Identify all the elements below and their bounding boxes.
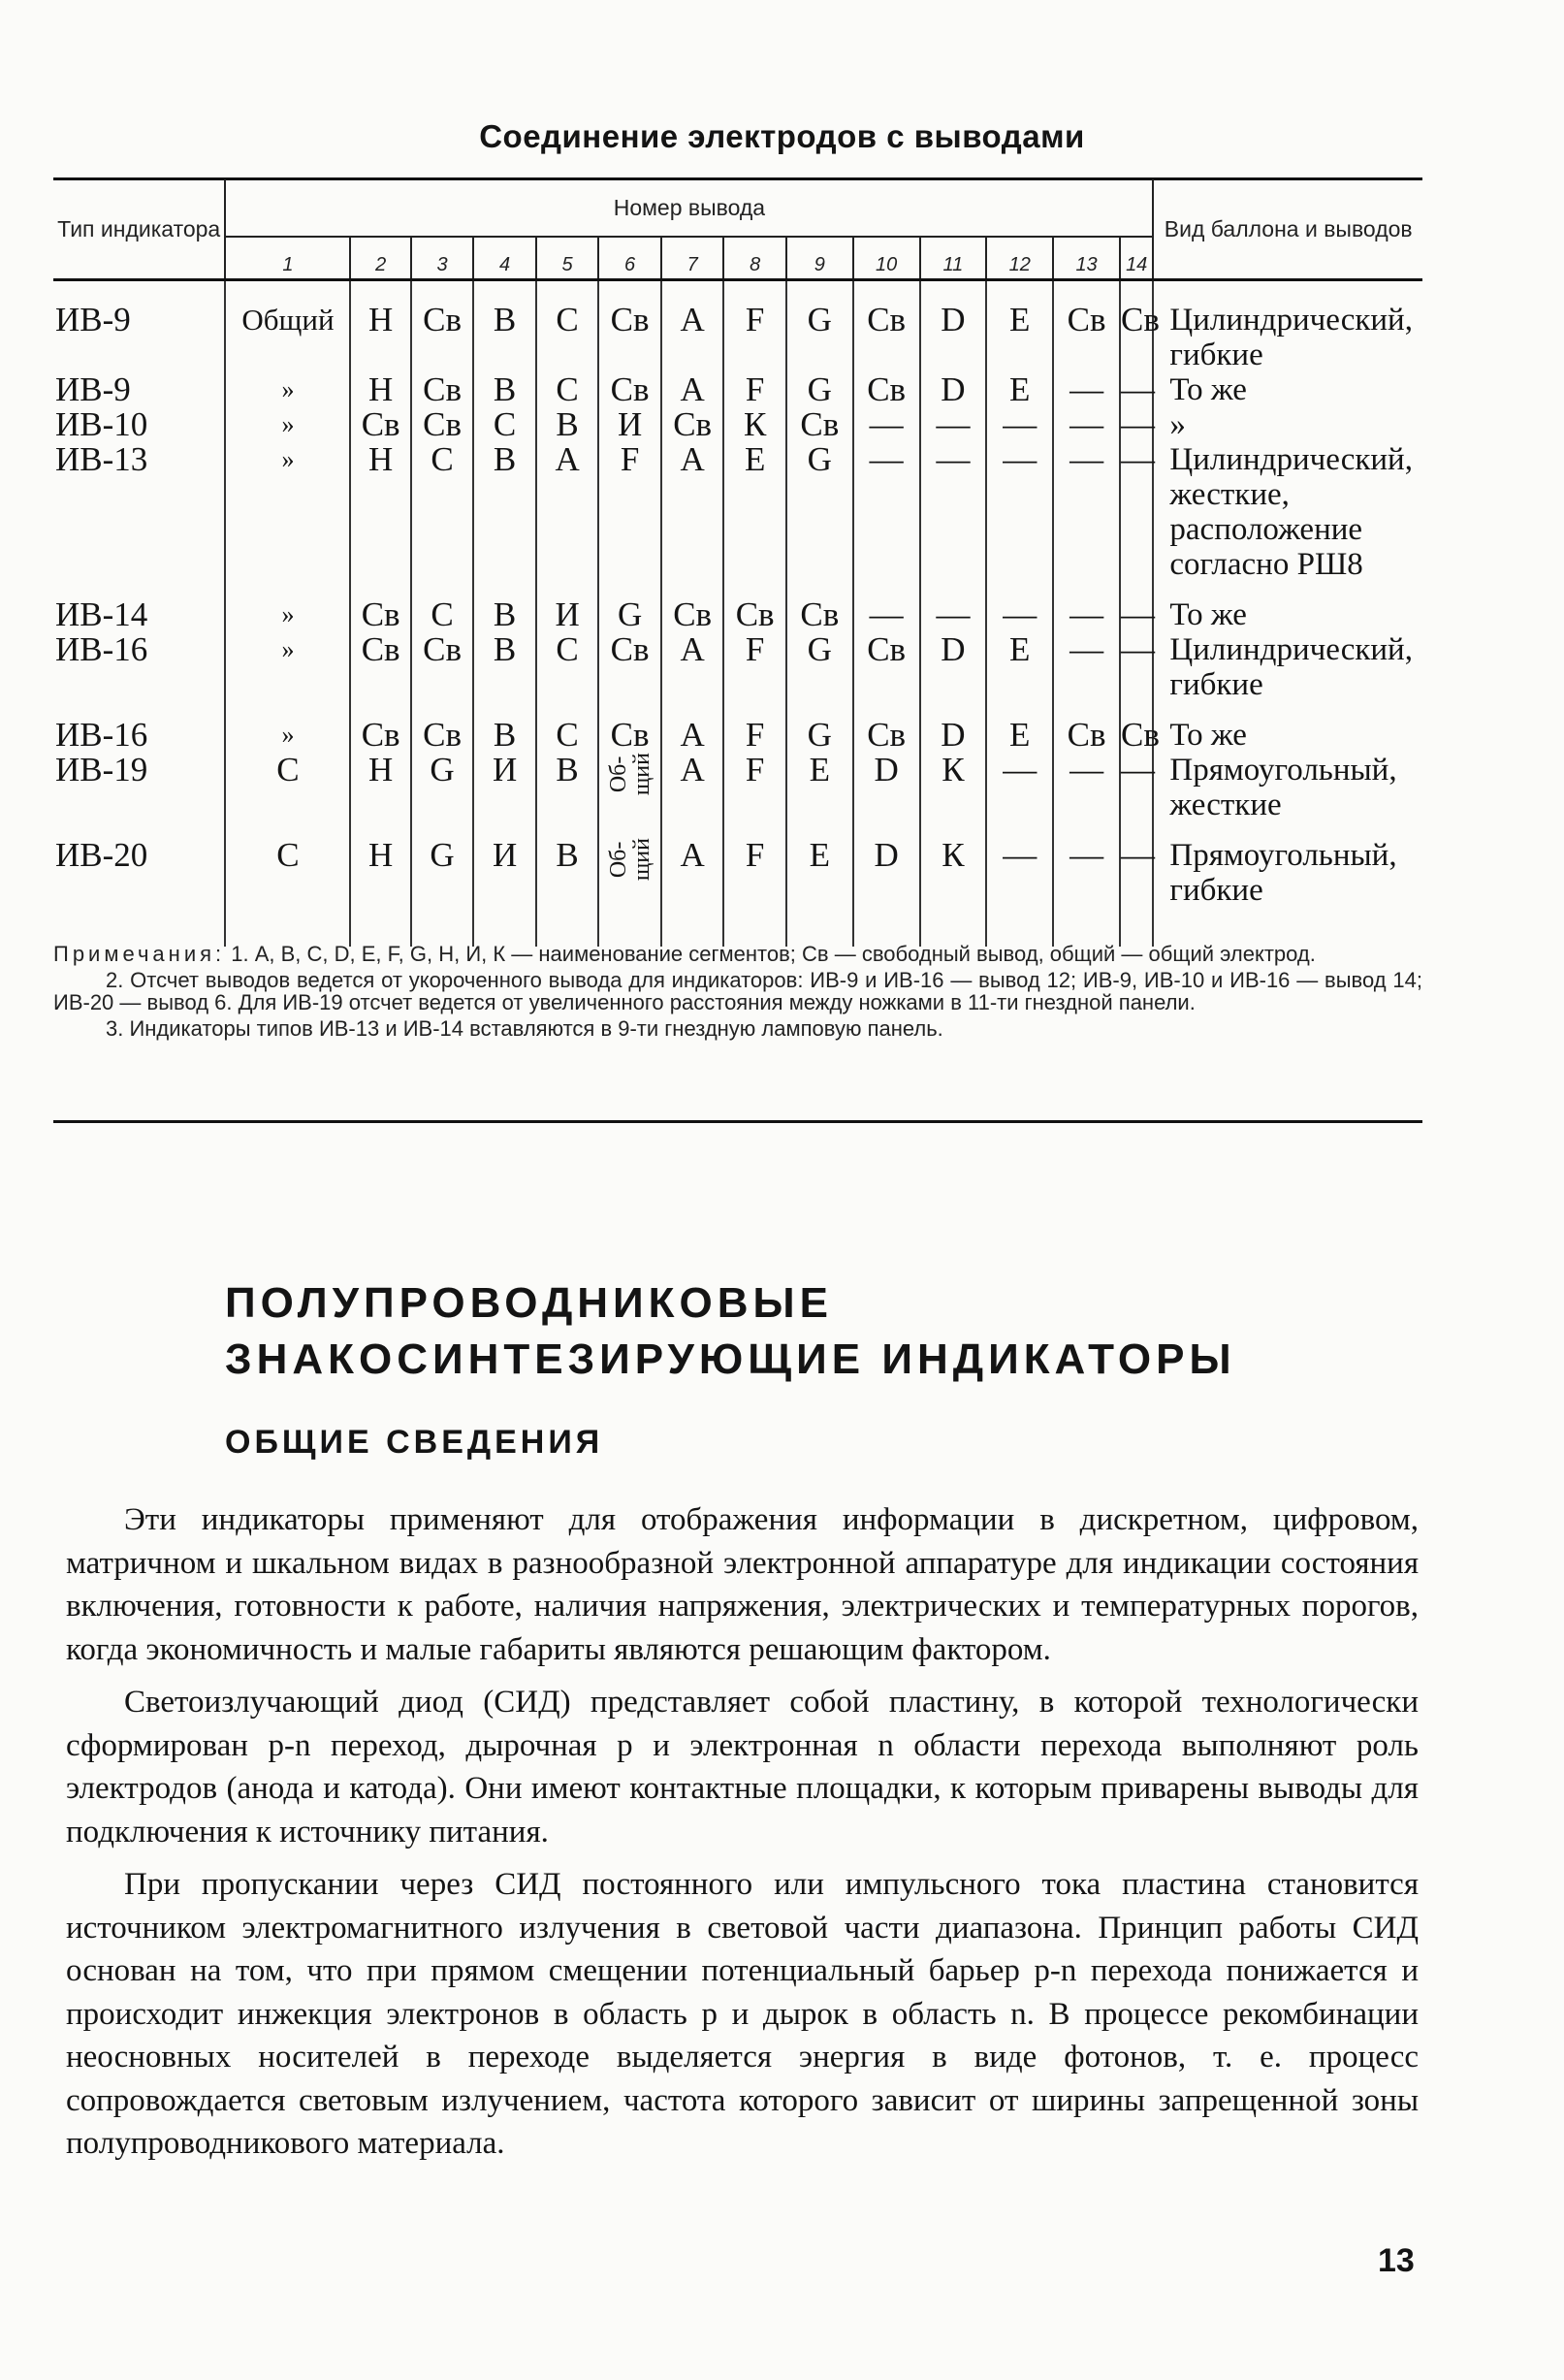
pin-cell: — — [986, 822, 1053, 908]
pin-cell: Е — [986, 702, 1053, 753]
pin-cell: Св — [661, 582, 724, 632]
pin-cell: » — [225, 702, 350, 753]
pin-cell: Св — [350, 702, 410, 753]
note-1 — [53, 943, 1422, 965]
pin-cell: В — [473, 442, 536, 582]
table-row — [53, 632, 1422, 702]
indicator-type: ИВ-10 — [55, 405, 148, 443]
pin-cell: Н — [350, 753, 410, 822]
pin-cell: Е — [986, 372, 1053, 407]
indicator-type: ИВ-16 — [55, 716, 148, 754]
pin-number: 6 — [598, 237, 661, 280]
pin-cell — [598, 822, 661, 908]
pin-cell: — — [1120, 405, 1155, 443]
pin-cell: Св — [723, 582, 786, 632]
paragraph: При пропускании через СИД постоянного или импульсного тока пластина становится источником электромагнитного излучения в световой части диапазона. Принцип работы СИД основан на том, что при прямом смещении потенциальный барьер p-n перехода понижается и происходит инжекция электронов в область p и дырок в область n. В процессе рекомбинации неосновных носителей в переходе выделяется энергия в виде фотонов, т. е. процесс сопровождается световым излучением, частота которого зависит от ширины запрещенной зоны полупроводникового материала. — [66, 1867, 1419, 2161]
indicator-type: ИВ-13 — [55, 440, 148, 478]
pin-cell: Н — [350, 303, 410, 372]
pin-cell: — — [1053, 407, 1120, 442]
pin-cell: А — [661, 632, 724, 702]
pin-cell: Св — [661, 407, 724, 442]
pin-cell: — — [1120, 370, 1155, 408]
pin-cell: F — [723, 303, 786, 372]
common-electrode-label: Об- щий — [605, 838, 654, 882]
table-title: Соединение электродов с выводами — [479, 118, 1085, 154]
pin-cell: F — [723, 753, 786, 822]
table-row — [53, 372, 1422, 407]
pin-cell: Е — [986, 632, 1053, 702]
pin-cell: — — [1120, 632, 1153, 702]
pin-cell: И — [473, 822, 536, 908]
pin-cell: F — [723, 632, 786, 702]
pin-cell: G — [411, 822, 474, 908]
pin-number: 3 — [411, 237, 474, 280]
pin-cell: Общий — [225, 303, 350, 372]
pin-cell: F — [598, 442, 661, 582]
pin-cell: » — [225, 632, 350, 702]
pin-cell: А — [661, 442, 724, 582]
indicator-type: ИВ-9 — [55, 301, 131, 338]
common-electrode-label: Об- щий — [605, 753, 654, 796]
table-row — [53, 407, 1422, 442]
bulb-kind: То же — [1153, 372, 1422, 407]
indicator-type: ИВ-14 — [55, 595, 148, 633]
pin-number: 8 — [723, 237, 786, 280]
pin-cell: И — [598, 407, 661, 442]
pin-cell: G — [598, 582, 661, 632]
pin-cell: Св — [853, 372, 920, 407]
pin-cell: — — [1120, 822, 1153, 908]
notes-label: Примечания: — [53, 942, 226, 966]
pin-cell: — — [920, 442, 987, 582]
pin-cell: D — [853, 753, 920, 822]
pin-cell: G — [411, 753, 474, 822]
pin-cell: — — [1053, 632, 1120, 702]
pin-cell: С — [536, 303, 599, 372]
pin-number: 14 — [1120, 237, 1153, 280]
pin-cell: F — [723, 372, 786, 407]
bulb-kind: Цилиндрический, гибкие — [1153, 632, 1422, 702]
pin-cell: » — [225, 582, 350, 632]
pin-cell: Св — [350, 582, 410, 632]
bulb-kind: Цилиндрический, жесткие, расположение согласно РШ8 — [1153, 442, 1422, 582]
pin-cell: — — [1120, 753, 1153, 822]
pin-cell: Св — [411, 303, 474, 372]
pin-cell: — — [1053, 822, 1120, 908]
pin-cell: Св — [1053, 303, 1120, 372]
chapter-title-line-2: ЗНАКОСИНТЕЗИРУЮЩИЕ ИНДИКАТОРЫ — [225, 1335, 1236, 1383]
indicator-type: ИВ-16 — [55, 630, 148, 668]
pin-cell: — — [1053, 442, 1120, 582]
pin-cell: G — [786, 372, 853, 407]
pin-cell: » — [225, 407, 350, 442]
pin-cell: — — [986, 582, 1053, 632]
pin-cell: И — [536, 582, 599, 632]
pin-cell: С — [411, 582, 474, 632]
pin-cell: — — [1120, 442, 1153, 582]
table-notes — [53, 943, 1422, 1044]
pin-cell: Св — [853, 702, 920, 753]
pin-cell: В — [473, 372, 536, 407]
pin-cell: — — [853, 407, 920, 442]
pin-cell: А — [536, 442, 599, 582]
pin-cell: И — [473, 753, 536, 822]
pin-cell: G — [786, 442, 853, 582]
pin-cell: С — [536, 632, 599, 702]
pin-cell: D — [853, 822, 920, 908]
table-row — [53, 822, 1422, 908]
table-row — [53, 753, 1422, 822]
pin-cell: — — [1053, 372, 1120, 407]
pin-cell: Св — [786, 582, 853, 632]
pin-cell: К — [920, 753, 987, 822]
header-indicator-type: Тип индикатора — [53, 179, 225, 280]
pin-cell: G — [786, 303, 853, 372]
pin-cell: Св — [411, 702, 474, 753]
pin-number: 1 — [225, 237, 350, 280]
pin-cell: D — [920, 702, 987, 753]
pin-cell: — — [986, 407, 1053, 442]
pin-cell: D — [920, 303, 987, 372]
pin-cell: — — [920, 582, 987, 632]
pin-cell: В — [473, 303, 536, 372]
body-text — [66, 1498, 1419, 2175]
pin-cell: Св — [598, 632, 661, 702]
pin-cell: А — [661, 303, 724, 372]
pin-cell: — — [986, 442, 1053, 582]
pin-number: 7 — [661, 237, 724, 280]
pin-cell: — — [853, 442, 920, 582]
pin-cell: » — [225, 442, 350, 582]
pin-cell: Св — [1053, 702, 1120, 753]
pin-number: 9 — [786, 237, 853, 280]
pin-cell: D — [920, 372, 987, 407]
pin-cell: — — [853, 582, 920, 632]
pin-cell: Св — [598, 702, 661, 753]
pin-cell: В — [473, 632, 536, 702]
pin-cell: В — [536, 407, 599, 442]
pin-cell: Н — [350, 372, 410, 407]
pin-cell: — — [920, 407, 987, 442]
bulb-kind: Прямоугольный, гибкие — [1153, 822, 1422, 908]
pin-cell: Св — [411, 372, 474, 407]
pin-cell: Е — [986, 303, 1053, 372]
pin-cell: Св — [598, 303, 661, 372]
indicator-type: ИВ-20 — [55, 836, 148, 874]
pin-cell: Св — [350, 407, 410, 442]
table-row — [53, 582, 1422, 632]
pin-cell: Св — [853, 632, 920, 702]
bulb-kind: » — [1153, 407, 1422, 442]
paragraph: Светоизлучающий диод (СИД) представляет собой пластину, в которой технологически сформирован p-n переход, дырочная p и электронная n области перехода выполняют роль электродов (анода и катода). Они имеют контактные площадки, к которым приварены выводы для подключения к источнику питания. — [66, 1685, 1419, 1849]
pin-cell: Св — [411, 407, 474, 442]
pin-cell: Е — [786, 753, 853, 822]
connection-table — [53, 179, 1422, 947]
pin-cell — [598, 753, 661, 822]
pin-cell: Н — [350, 822, 410, 908]
pin-cell: Н — [350, 442, 410, 582]
pin-cell: В — [473, 582, 536, 632]
page-number: 13 — [1378, 2242, 1415, 2279]
table-row — [53, 702, 1422, 753]
paragraph: Эти индикаторы применяют для отображения информации в дискретном, цифровом, матричном и шкальном видах в разнообразной электронной аппаратуре для индикации состояния включения, готовности к работе, наличия напряжения, электрических и температурных порогов, когда экономичность и малые габариты являются решающим фактором. — [66, 1502, 1419, 1667]
pin-cell: С — [411, 442, 474, 582]
pin-cell: Св — [786, 407, 853, 442]
note-2: 2. Отсчет выводов ведется от укороченного вывода для индикаторов: ИВ-9 и ИВ-16 — вывод 12; ИВ-9, ИВ-10 и ИВ-16 — вывод 14; ИВ-20 — вывод 6. Для ИВ-19 отсчет ведется от увеличенного расстояния между ножками в 11-ти гнездной панели. — [53, 968, 1422, 1014]
pin-cell: С — [225, 822, 350, 908]
pin-cell: — — [1120, 582, 1153, 632]
indicator-type: ИВ-19 — [55, 751, 148, 788]
bulb-kind: Цилиндрический, гибкие — [1153, 303, 1422, 372]
pin-cell: G — [786, 702, 853, 753]
header-bulb-kind: Вид баллона и выводов — [1153, 179, 1422, 280]
pin-cell: А — [661, 753, 724, 822]
pin-cell: — — [1053, 753, 1120, 822]
pin-cell: Е — [723, 442, 786, 582]
section-title: ОБЩИЕ СВЕДЕНИЯ — [225, 1424, 604, 1461]
pin-number: 12 — [986, 237, 1053, 280]
pin-number: 4 — [473, 237, 536, 280]
pin-cell: С — [536, 372, 599, 407]
pin-cell: А — [661, 822, 724, 908]
pin-cell: — — [986, 753, 1053, 822]
pin-cell: С — [225, 753, 350, 822]
pin-number: 2 — [350, 237, 410, 280]
pin-cell: А — [661, 372, 724, 407]
note-3: 3. Индикаторы типов ИВ-13 и ИВ-14 вставляются в 9-ти гнездную ламповую панель. — [106, 1016, 943, 1041]
pin-cell: К — [723, 407, 786, 442]
pin-cell: F — [723, 702, 786, 753]
table-row — [53, 442, 1422, 582]
pin-cell: » — [225, 372, 350, 407]
pin-cell: В — [536, 753, 599, 822]
pin-cell: В — [473, 702, 536, 753]
pin-cell: D — [920, 632, 987, 702]
pin-number: 5 — [536, 237, 599, 280]
pin-number: 11 — [920, 237, 987, 280]
pin-cell: — — [1053, 582, 1120, 632]
pin-cell: С — [536, 702, 599, 753]
bulb-kind: То же — [1153, 702, 1422, 753]
indicator-type: ИВ-9 — [55, 370, 131, 408]
pin-cell: F — [723, 822, 786, 908]
pin-cell: В — [536, 822, 599, 908]
bulb-kind: Прямоугольный, жесткие — [1153, 753, 1422, 822]
chapter-title — [225, 1275, 1236, 1388]
pin-number: 13 — [1053, 237, 1120, 280]
pin-cell: Св — [598, 372, 661, 407]
pin-cell: Св — [350, 632, 410, 702]
table-row — [53, 303, 1422, 372]
bulb-kind: То же — [1153, 582, 1422, 632]
pin-cell: Св — [411, 632, 474, 702]
pin-cell: Св — [1120, 303, 1153, 372]
pin-cell: А — [661, 702, 724, 753]
pin-cell: Е — [786, 822, 853, 908]
pin-cell: С — [473, 407, 536, 442]
chapter-title-line-1: ПОЛУПРОВОДНИКОВЫЕ — [225, 1279, 833, 1327]
table-bottom-rule — [53, 1120, 1422, 1123]
pin-cell: Св — [853, 303, 920, 372]
pin-cell: G — [786, 632, 853, 702]
pin-number: 10 — [853, 237, 920, 280]
pin-cell: Св — [1120, 702, 1153, 753]
header-pin-number: Номер вывода — [225, 179, 1153, 237]
note-1-text: 1. А, В, С, D, Е, F, G, Н, И, К — наименование сегментов; Св — свободный вывод, общий — общий электрод. — [231, 942, 1316, 966]
pin-cell: К — [920, 822, 987, 908]
